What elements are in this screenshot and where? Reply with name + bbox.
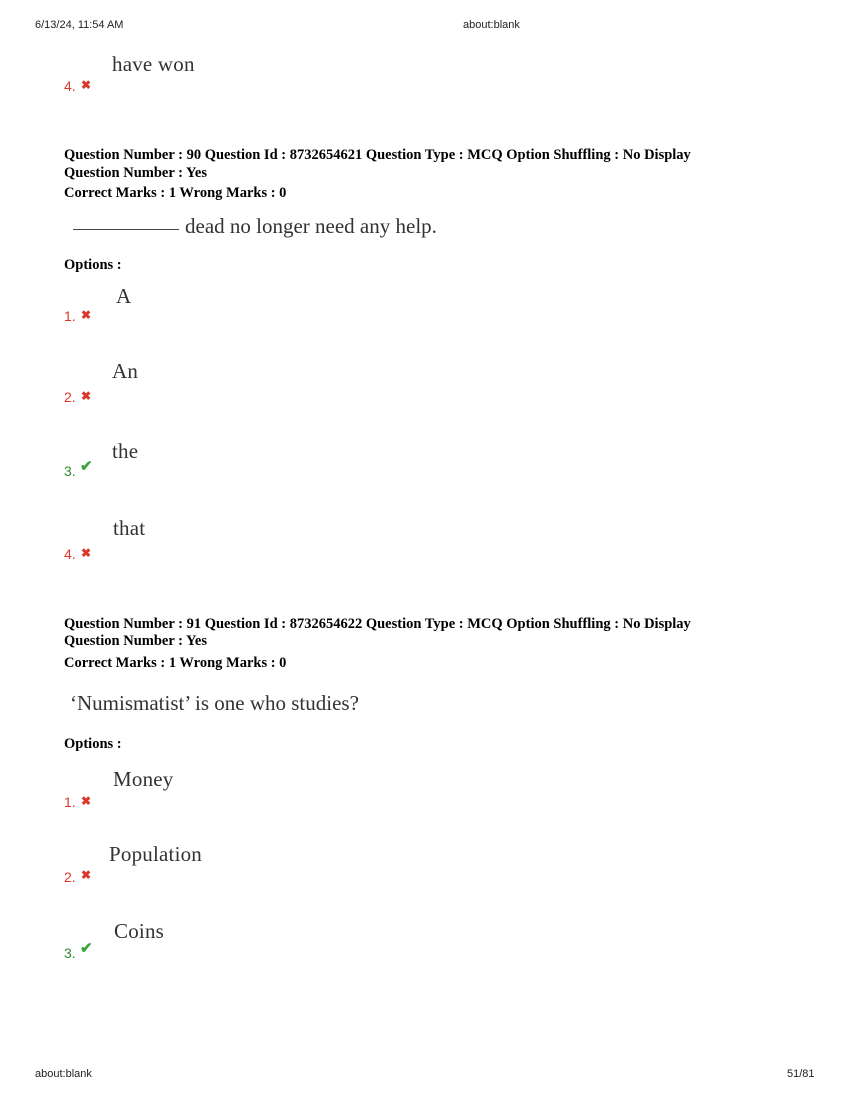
option-number: 4. [64,78,76,94]
option-text: that [113,516,146,540]
question-meta-cont: Question Number : Yes [64,165,207,181]
question-meta-cont: Question Number : Yes [64,633,207,649]
option-number: 3. [64,463,76,479]
print-footer-url: about:blank [35,1068,92,1080]
wrong-mark-icon: ✖ [81,308,92,322]
question-meta: Question Number : 91 Question Id : 8732654622 Question Type : MCQ Option Shuffling : No Display [64,616,691,632]
option-text: Population [109,842,203,866]
option-number: 2. [64,389,76,405]
wrong-mark-icon: ✖ [81,794,92,808]
fill-in-blank [73,229,179,230]
page-number: 51/81 [787,1068,815,1080]
option-number: 1. [64,794,76,810]
question-meta: Question Number : 90 Question Id : 8732654621 Question Type : MCQ Option Shuffling : No Display [64,147,691,163]
question-text: ‘Numismatist’ is one who studies? [70,691,359,715]
print-title: about:blank [463,19,520,31]
correct-check-icon: ✔ [80,941,93,957]
correct-check-icon: ✔ [80,459,93,475]
option-text: have won [112,52,195,76]
option-number: 1. [64,308,76,324]
options-label: Options : [64,257,122,273]
wrong-mark-icon: ✖ [81,78,92,92]
option-text: An [112,359,139,383]
question-text [73,214,437,239]
option-text: the [112,439,139,463]
option-number: 4. [64,546,76,562]
wrong-mark-icon: ✖ [81,868,92,882]
option-text: Money [113,767,174,791]
wrong-mark-icon: ✖ [81,389,92,403]
option-text: Coins [114,919,165,943]
option-number: 2. [64,869,76,885]
wrong-mark-icon: ✖ [81,546,92,560]
question-sentence: dead no longer need any help. [185,214,437,238]
print-datetime: 6/13/24, 11:54 AM [35,19,124,31]
options-label: Options : [64,736,122,752]
marks-info: Correct Marks : 1 Wrong Marks : 0 [64,185,287,201]
option-text: A [116,284,132,308]
marks-info: Correct Marks : 1 Wrong Marks : 0 [64,655,287,671]
option-number: 3. [64,945,76,961]
